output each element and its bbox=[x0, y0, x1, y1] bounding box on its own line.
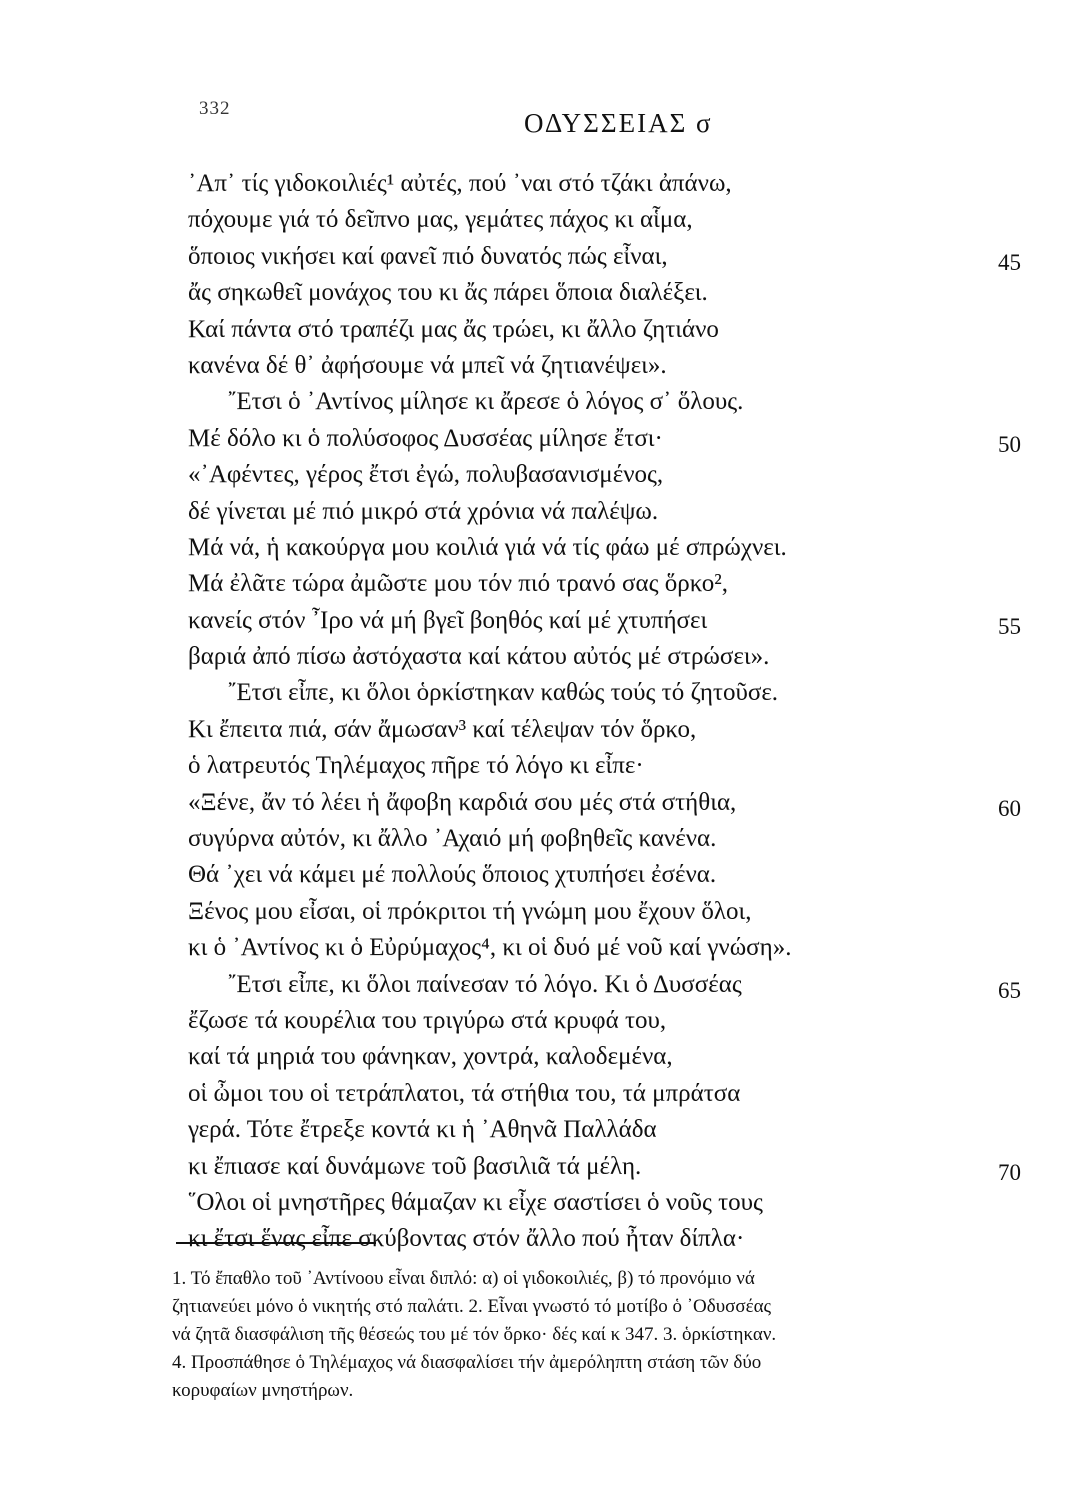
footnote-line: 4. Προσπάθησε ὁ Τηλέμαχος νά διασφαλίσει τήν ἀμερόληπτη στάση τῶν δύο bbox=[172, 1352, 762, 1373]
verse-line-text: κι ὁ ᾿Αντίνος κι ὁ Εὐρύμαχος⁴, κι οἱ δυό μέ νοῦ καί γνώση». bbox=[188, 934, 792, 962]
verse-line bbox=[188, 457, 1008, 493]
footnote-line: 1. Τό ἔπαθλο τοῦ ᾿Αντίνοου εἶναι διπλό: α) οἱ γιδοκοιλιές, β) τό προνόμιο νά bbox=[172, 1268, 755, 1289]
verse-line-text: Μά νά, ἡ κακούργα μου κοιλιά γιά νά τίς φάω μέ σπρώχνει. bbox=[188, 533, 787, 561]
verse-line-text: κι ἔπιασε καί δυνάμωνε τοῦ βασιλιᾶ τά μέλη. bbox=[188, 1152, 642, 1180]
verse-block bbox=[188, 166, 1021, 1258]
verse-line bbox=[188, 967, 1021, 1003]
verse-line-text: γερά. Τότε ἔτρεξε κοντά κι ἡ ᾿Αθηνᾶ Παλλάδα bbox=[188, 1116, 657, 1144]
verse-line bbox=[188, 275, 1008, 311]
verse-line-text: κι ἔτσι ἕνας εἶπε σκύβοντας στόν ἄλλο πού ἦταν δίπλα· bbox=[188, 1225, 745, 1253]
footnote-line: ζητιανεύει μόνο ὁ νικητής στό παλάτι. 2. Εἶναι γνωστό τό μοτίβο ὁ ᾿Οδυσσέας bbox=[172, 1296, 772, 1317]
verse-line-text: ὁ λατρευτός Τηλέμαχος πῆρε τό λόγο κι εἶπε· bbox=[188, 752, 644, 780]
verse-line bbox=[188, 494, 1008, 530]
line-number: 50 bbox=[998, 431, 1021, 457]
verse-line-text: Θά ᾿χει νά κάμει μέ πολλούς ὅποιος χτυπήσει ἐσένα. bbox=[188, 861, 717, 889]
verse-line bbox=[188, 1076, 1008, 1112]
verse-line bbox=[188, 1149, 1021, 1185]
verse-line-text: οἱ ὦμοι του οἱ τετράπλατοι, τά στήθια του, τά μπράτσα bbox=[188, 1079, 741, 1107]
verse-line bbox=[188, 566, 1008, 602]
verse-line bbox=[188, 748, 1008, 784]
verse-line-text: ῎Ετσι ὁ ᾿Αντίνος μίλησε κι ἄρεσε ὁ λόγος σ᾿ ὅλους. bbox=[228, 388, 744, 416]
verse-line bbox=[188, 785, 1021, 821]
verse-line bbox=[188, 603, 1021, 639]
verse-line-text: δέ γίνεται μέ πιό μικρό στά χρόνια νά παλέψω. bbox=[188, 497, 659, 525]
page-number: 332 bbox=[199, 98, 231, 119]
footnote-line: νά ζητᾶ διασφάλιση τῆς θέσεώς του μέ τόν ὅρκο· δές καί κ 347. 3. ὁρκίστηκαν. bbox=[172, 1324, 777, 1345]
verse-line-text: ῞Ολοι οἱ μνηστῆρες θάμαζαν κι εἶχε σαστίσει ὁ νοῦς τους bbox=[188, 1188, 763, 1216]
verse-line bbox=[188, 639, 1008, 675]
verse-line bbox=[188, 239, 1021, 275]
verse-line-text: βαριά ἀπό πίσω ἀστόχαστα καί κάτου αὐτός μέ στρώσει». bbox=[188, 643, 770, 671]
verse-line bbox=[188, 312, 1008, 348]
verse-line-text: κανείς στόν ῏Ιρο νά μή βγεῖ βοηθός καί μέ χτυπήσει bbox=[188, 606, 708, 634]
verse-line bbox=[188, 202, 1008, 238]
verse-line-text: κανένα δέ θ᾿ ἀφήσουμε νά μπεῖ νά ζητιανέψει». bbox=[188, 351, 667, 379]
verse-line bbox=[188, 530, 1008, 566]
verse-line-text: «᾿Αφέντες, γέρος ἔτσι ἐγώ, πολυβασανισμένος, bbox=[188, 461, 664, 489]
verse-line-text: Κι ἔπειτα πιά, σάν ἄμωσαν³ καί τέλεψαν τόν ὅρκο, bbox=[188, 715, 697, 743]
verse-line-text: «Ξένε, ἄν τό λέει ἡ ἄφοβη καρδιά σου μές στά στήθια, bbox=[188, 788, 737, 816]
verse-line-text: ᾿Απ᾿ τίς γιδοκοιλιές¹ αὐτές, πού ᾿ναι στό τζάκι ἀπάνω, bbox=[188, 170, 732, 197]
verse-line-text: Μέ δόλο κι ὁ πολύσοφος Δυσσέας μίλησε ἔτσι· bbox=[188, 424, 663, 452]
verse-line-text: Ξένος μου εἶσαι, οἱ πρόκριτοι τή γνώμη μου ἔχουν ὅλοι, bbox=[188, 897, 752, 925]
verse-line-text: ἄς σηκωθεῖ μονάχος του κι ἄς πάρει ὅποια διαλέξει. bbox=[188, 279, 708, 307]
verse-line bbox=[188, 348, 1008, 384]
line-number: 45 bbox=[998, 249, 1021, 275]
verse-line-text: Καί πάντα στό τραπέζι μας ἄς τρώει, κι ἄλλο ζητιάνο bbox=[188, 315, 719, 343]
verse-line-text: ὅποιος νικήσει καί φανεῖ πιό δυνατός πώς εἶναι, bbox=[188, 242, 668, 270]
footnote-line: κορυφαίων μνηστήρων. bbox=[172, 1380, 354, 1401]
line-number: 55 bbox=[998, 613, 1021, 639]
verse-line bbox=[188, 894, 1008, 930]
verse-line bbox=[188, 1039, 1008, 1075]
verse-line bbox=[188, 421, 1021, 457]
verse-line bbox=[188, 166, 1008, 202]
verse-line-text: καί τά μηριά του φάνηκαν, χοντρά, καλοδεμένα, bbox=[188, 1043, 673, 1071]
verse-line-text: πόχουμε γιά τό δεῖπνο μας, γεμάτες πάχος κι αἷμα, bbox=[188, 206, 693, 234]
verse-line bbox=[188, 1221, 1008, 1257]
line-number: 70 bbox=[998, 1159, 1021, 1185]
line-number: 60 bbox=[998, 795, 1021, 821]
verse-line-text: ῎Ετσι εἶπε, κι ὅλοι ὁρκίστηκαν καθώς τούς τό ζητοῦσε. bbox=[228, 679, 779, 707]
verse-line-text: ῎Ετσι εἶπε, κι ὅλοι παίνεσαν τό λόγο. Κι ὁ Δυσσέας bbox=[228, 970, 742, 998]
verse-line bbox=[188, 930, 1008, 966]
verse-line bbox=[188, 1185, 1008, 1221]
verse-line bbox=[188, 1003, 1008, 1039]
footnotes-block bbox=[172, 1265, 1017, 1405]
line-number: 65 bbox=[998, 977, 1021, 1003]
verse-line bbox=[188, 857, 1008, 893]
verse-line bbox=[188, 821, 1008, 857]
verse-line bbox=[188, 675, 1008, 711]
footnote-divider bbox=[176, 1242, 376, 1244]
verse-line-text: ἔζωσε τά κουρέλια του τριγύρω στά κρυφά του, bbox=[188, 1006, 667, 1034]
verse-line bbox=[188, 384, 1008, 420]
verse-line-text: συγύρνα αὐτόν, κι ἄλλο ᾿Αχαιό μή φοβηθεῖς κανένα. bbox=[188, 825, 717, 853]
verse-line-text: Μά ἐλᾶτε τώρα ἀμῶστε μου τόν πιό τρανό σας ὅρκο², bbox=[188, 570, 729, 598]
verse-line bbox=[188, 1112, 1008, 1148]
verse-line bbox=[188, 712, 1008, 748]
running-head: ΟΔΥΣΣΕΙΑΣ σ bbox=[524, 108, 713, 138]
